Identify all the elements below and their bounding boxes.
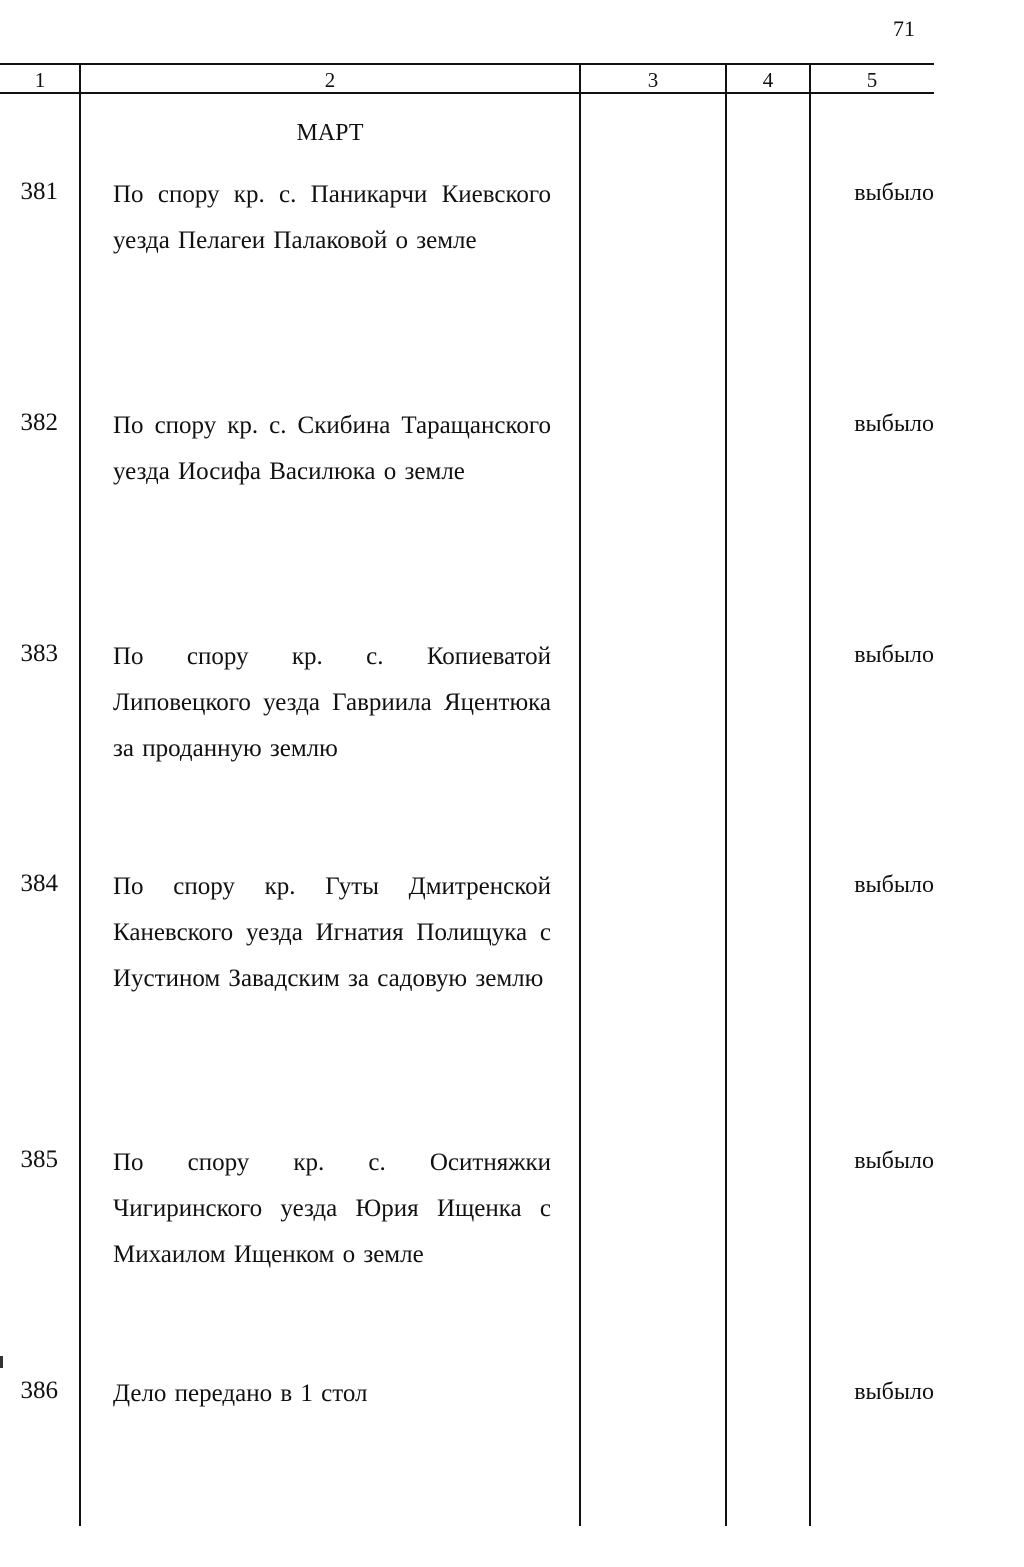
section-title-month: МАРТ xyxy=(296,120,364,146)
row-description: По спору кр. Гуты Дмитренской Каневского уезда Игнатия Полищука с Иустином Завадским за садовую землю xyxy=(113,873,551,992)
column-divider-1 xyxy=(79,64,81,1526)
column-header-1: 1 xyxy=(34,68,46,92)
row-number: 382 xyxy=(20,409,58,436)
row-number: 385 xyxy=(20,1146,58,1173)
column-header-5: 5 xyxy=(866,68,878,92)
column-header-4: 4 xyxy=(762,68,774,92)
row-status: выбыло xyxy=(854,1148,934,1174)
margin-mark xyxy=(0,1356,3,1368)
row-description: По спору кр. с. Паникарчи Киевского уезда Пелагеи Палаковой о земле xyxy=(113,181,551,254)
row-number: 386 xyxy=(20,1377,58,1404)
row-description: Дело передано в 1 стол xyxy=(113,1380,368,1407)
row-description: По спору кр. с. Оситняжки Чигиринского уезда Юрия Ищенка с Михаилом Ищенком о земле xyxy=(113,1149,551,1268)
table-header-top-rule xyxy=(0,63,934,65)
row-number: 381 xyxy=(20,178,58,205)
column-divider-2 xyxy=(579,64,581,1526)
row-status: выбыло xyxy=(854,872,934,898)
column-divider-4 xyxy=(809,64,811,1526)
column-header-3: 3 xyxy=(647,68,659,92)
page-number: 71 xyxy=(893,16,915,41)
row-status: выбыло xyxy=(854,180,934,206)
row-status: выбыло xyxy=(854,1379,934,1405)
row-number: 383 xyxy=(20,640,58,667)
row-description: По спору кр. с. Копиеватой Липовецкого уезда Гавриила Яцентюка за проданную землю xyxy=(113,643,551,762)
column-divider-3 xyxy=(725,64,727,1526)
row-number: 384 xyxy=(20,870,58,897)
column-header-2: 2 xyxy=(324,68,336,92)
row-description: По спору кр. с. Скибина Таращанского уезда Иосифа Василюка о земле xyxy=(113,412,551,485)
row-status: выбыло xyxy=(854,411,934,437)
row-status: выбыло xyxy=(854,642,934,668)
